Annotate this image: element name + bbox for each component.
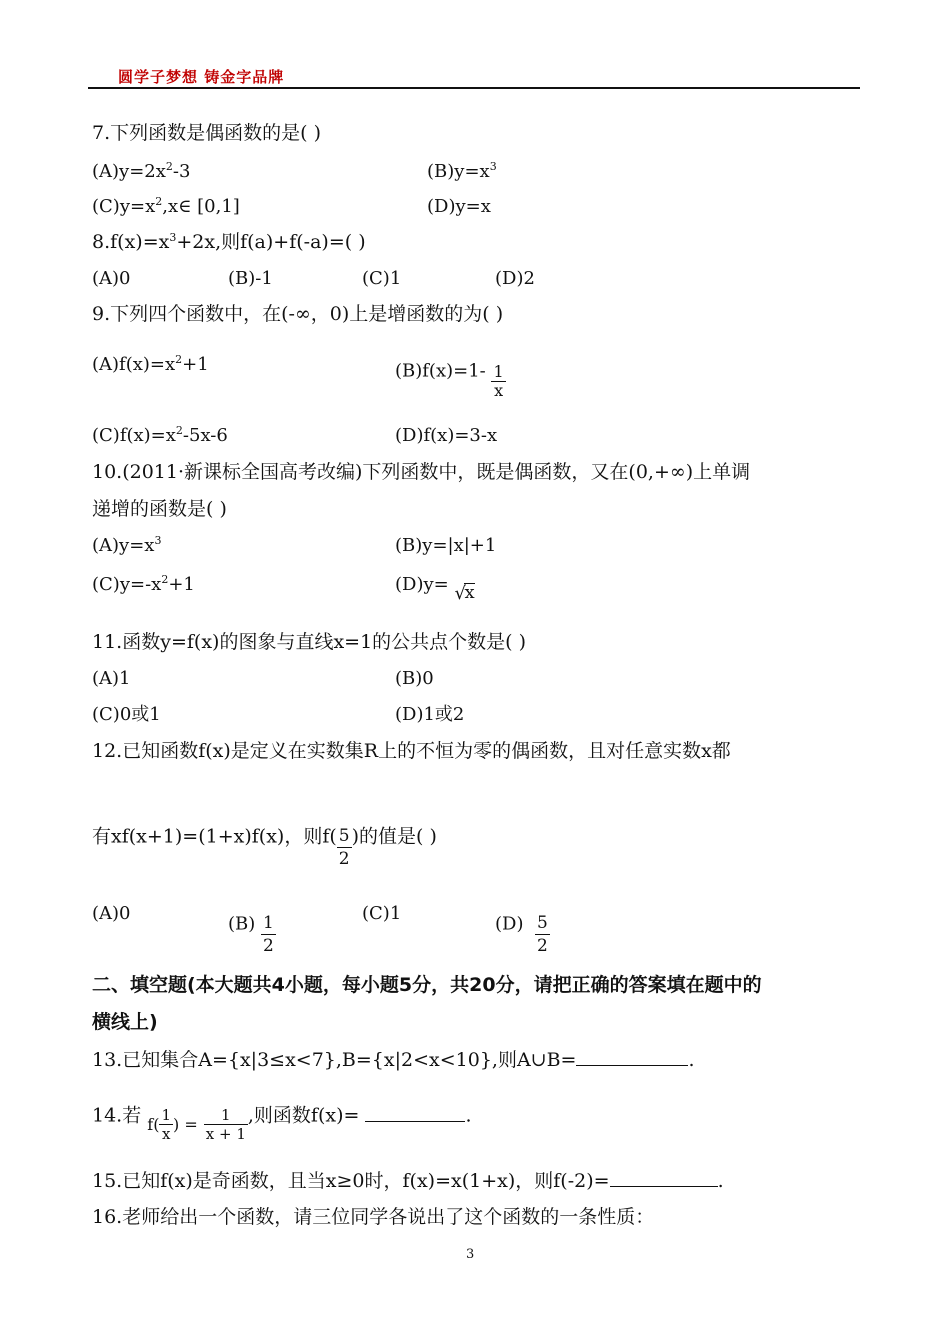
q7-stem: 7.下列函数是偶函数的是( ): [92, 122, 321, 144]
q11-option-b: (B)0: [395, 668, 434, 689]
q9-option-a: $(A)f(x)=x^2+1$: [92, 353, 209, 375]
q12-d-fraction: $\frac{5}{2}$: [536, 913, 548, 956]
q13-stem: 13.已知集合A={x|3≤x<7},B={x|2<x<10},则A∪B= .: [92, 1049, 695, 1071]
q10-option-b: (B)y=|x|+1: [395, 535, 497, 556]
section2-title-line2: 横线上): [92, 1011, 158, 1033]
q8-option-d: (D)2: [495, 268, 535, 289]
q14-f-open: f(: [147, 1114, 160, 1134]
q9-b-fraction: $\frac{1}{x}$: [493, 362, 504, 400]
q13-answer-blank[interactable]: [576, 1047, 688, 1066]
q12-stem-line1: 12.已知函数f(x)是定义在实数集R上的不恒为零的偶函数，且对任意实数x都: [92, 740, 731, 762]
q14-stem: 14.若 $_{f(}$ $\frac{1}{x}$ $_{) =}$ $\frac{1}{x + 1}$ ,则函数f(x)= .: [92, 1104, 472, 1143]
q10-option-a: $(A)y=x^3$: [92, 534, 162, 556]
q11-option-c: (C)0或1: [92, 704, 161, 725]
q8-stem: $8.f(x)=x^3+2x$,则f(a)+f(-a)=( ): [92, 231, 366, 253]
sqrt-symbol: √ x: [454, 582, 475, 604]
q12-b-fraction: $\frac{1}{2}$: [263, 913, 274, 956]
q15-answer-blank[interactable]: [610, 1168, 718, 1187]
q9-option-c: $(C)f(x)=x^2-5x-6$: [92, 424, 228, 446]
q10-option-d: (D)y= √ x: [395, 574, 475, 604]
q12-five-halves: $\frac{5}{2}$: [338, 826, 350, 869]
q8-option-c: (C)1: [362, 268, 402, 289]
page-number: 3: [466, 1247, 475, 1262]
q10-option-c: $(C)y=-x^2+1$: [92, 573, 195, 595]
q12-stem-line2: 有xf(x+1)=(1+x)f(x)，则f( $\frac{5}{2}$ )的值是( ): [92, 825, 437, 869]
q9-option-d: (D)f(x)=3-x: [395, 425, 498, 446]
section2-title-line1: 二、填空题(本大题共4小题，每小题5分，共20分，请把正确的答案填在题中的: [92, 974, 762, 996]
header-divider: [88, 87, 860, 89]
q7-option-d: (D)y=x: [427, 196, 491, 217]
q16-stem: 16.老师给出一个函数，请三位同学各说出了这个函数的一条性质：: [92, 1206, 655, 1228]
q14-answer-blank[interactable]: [365, 1103, 465, 1122]
q12-option-d: (D) $\frac{5}{2}$: [495, 913, 548, 956]
q12-option-b: (B) $\frac{1}{2}$: [228, 913, 274, 956]
q14-inner-fraction: $\frac{1}{x}$: [161, 1106, 171, 1143]
q7-option-a: $(A)y=2x^2-3$: [92, 160, 191, 182]
q10-stem-line2: 递增的函数是( ): [92, 498, 227, 520]
q11-stem: 11.函数y=f(x)的图象与直线x=1的公共点个数是( ): [92, 631, 527, 653]
header-slogan: 圆学子梦想 铸金字品牌: [118, 68, 285, 86]
q14-rhs-fraction: $\frac{1}{x + 1}$: [205, 1106, 246, 1143]
q10-stem-line1: 10.(2011·新课标全国高考改编)下列函数中，既是偶函数，又在(0,+∞)上单调: [92, 461, 751, 483]
q9-stem: 9.下列四个函数中，在(-∞，0)上是增函数的为( ): [92, 303, 504, 325]
q11-option-d: (D)1或2: [395, 704, 465, 725]
q8-option-b: (B)-1: [228, 268, 273, 289]
q9-option-b: (B)f(x)=1- $\frac{1}{x}$: [395, 360, 504, 400]
q7-option-b: $(B)y=x^3$: [427, 160, 497, 182]
q11-option-a: (A)1: [92, 668, 131, 689]
q15-stem: 15.已知f(x)是奇函数，且当x≥0时，f(x)=x(1+x)，则f(-2)= .: [92, 1170, 724, 1192]
q7-option-c: $(C)y=x^2,x\in$ [0,1]: [92, 195, 240, 217]
q12-option-a: (A)0: [92, 903, 131, 924]
q8-option-a: (A)0: [92, 268, 131, 289]
q12-option-c: (C)1: [362, 903, 402, 924]
